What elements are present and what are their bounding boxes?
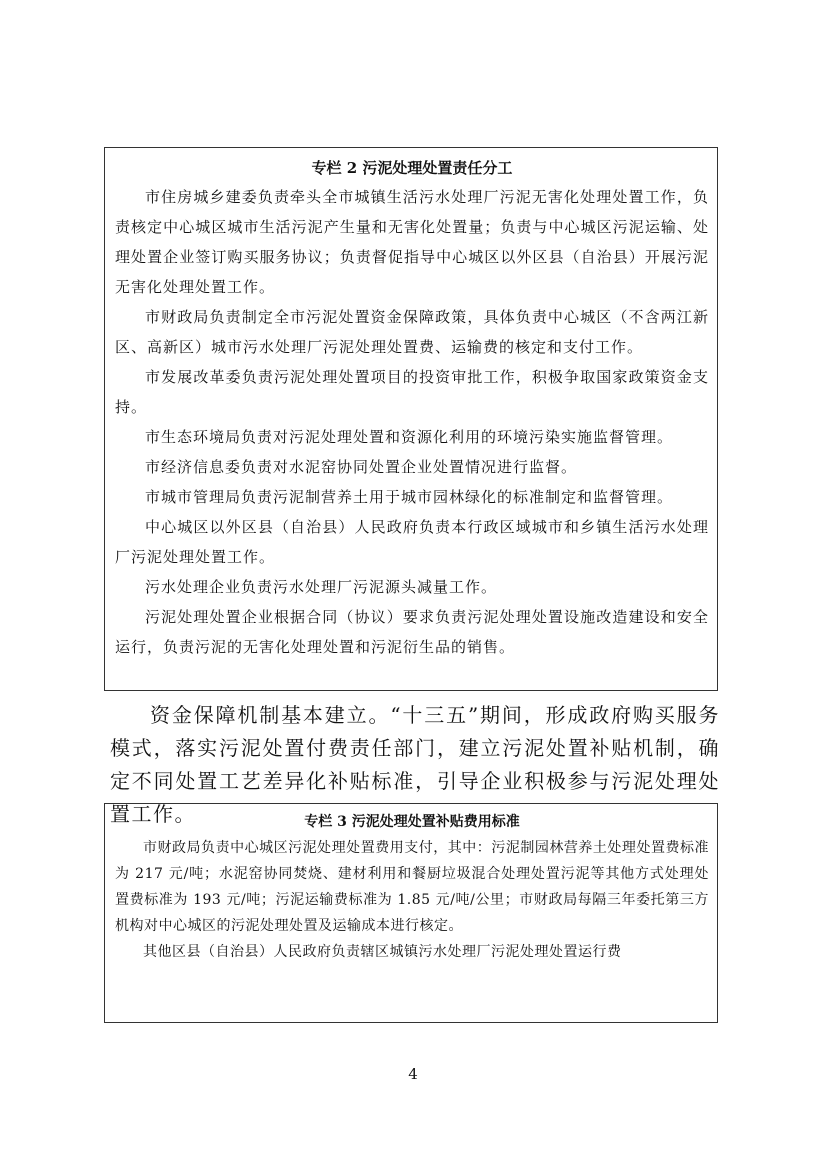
column-2-paragraph: 中心城区以外区县（自治县）人民政府负责本行政区域城市和乡镇生活污水处理厂污泥处理处置工作。: [115, 518, 709, 566]
column-2-paragraph: 市经济信息委负责对水泥窑协同处置企业处置情况进行监督。: [145, 458, 578, 476]
column-3-paragraph: 其他区县（自治县）人民政府负责辖区城镇污水处理厂污泥处理处置运行费: [143, 944, 622, 960]
column-box-2: [104, 147, 718, 691]
column-2-paragraph: 市住房城乡建委负责牵头全市城镇生活污水处理厂污泥无害化处理处置工作，负责核定中心城区城市生活污泥产生量和无害化处置量；负责与中心城区污泥运输、处理处置企业签订购买服务协议；负责督促指导中心城区以外区县（自治县）开展污泥无害化处理处置工作。: [115, 188, 709, 296]
column-2-paragraph: 市财政局负责制定全市污泥处置资金保障政策，具体负责中心城区（不含两江新区、高新区）城市污水处理厂污泥处理处置费、运输费的核定和支付工作。: [115, 308, 709, 356]
column-2-paragraph: 市生态环境局负责对污泥处理处置和资源化利用的环境污染实施监督管理。: [145, 428, 674, 446]
column-2-paragraph: 污泥处理处置企业根据合同（协议）要求负责污泥处理处置设施改造建设和安全运行，负责污泥的无害化处理处置和污泥衍生品的销售。: [115, 608, 709, 656]
page-number: 4: [408, 1065, 418, 1083]
body-paragraph: 资金保障机制基本建立。“十三五”期间，形成政府购买服务模式，落实污泥处置付费责任部门，建立污泥处置补贴机制，确定不同处置工艺差异化补贴标准，引导企业积极参与污泥处理处置工作。: [110, 703, 720, 826]
column-2-paragraph: 市城市管理局负责污泥制营养土用于城市园林绿化的标准制定和监督管理。: [145, 488, 674, 506]
column-3-title: 专栏 3 污泥处理处置补贴费用标准: [304, 814, 520, 830]
column-box-3: [104, 803, 718, 1023]
column-2-title: 专栏 2 污泥处理处置责任分工: [311, 159, 513, 177]
column-2-paragraph: 污水处理企业负责污水处理厂污泥源头减量工作。: [145, 578, 498, 596]
column-3-paragraph: 市财政局负责中心城区污泥处理处置费用支付，其中：污泥制园林营养土处理处置费标准为 217 元/吨；水泥窑协同焚烧、建材利用和餐厨垃圾混合处理处置污泥等其他方式处理处置费标准为 193 元/吨；污泥运输费标准为 1.85 元/吨/公里；市财政局每隔三年委托第三方机构对中心城区的污泥处理处置及运输成本进行核定。: [115, 840, 709, 934]
column-2-paragraph: 市发展改革委负责污泥处理处置项目的投资审批工作，积极争取国家政策资金支持。: [115, 368, 709, 416]
